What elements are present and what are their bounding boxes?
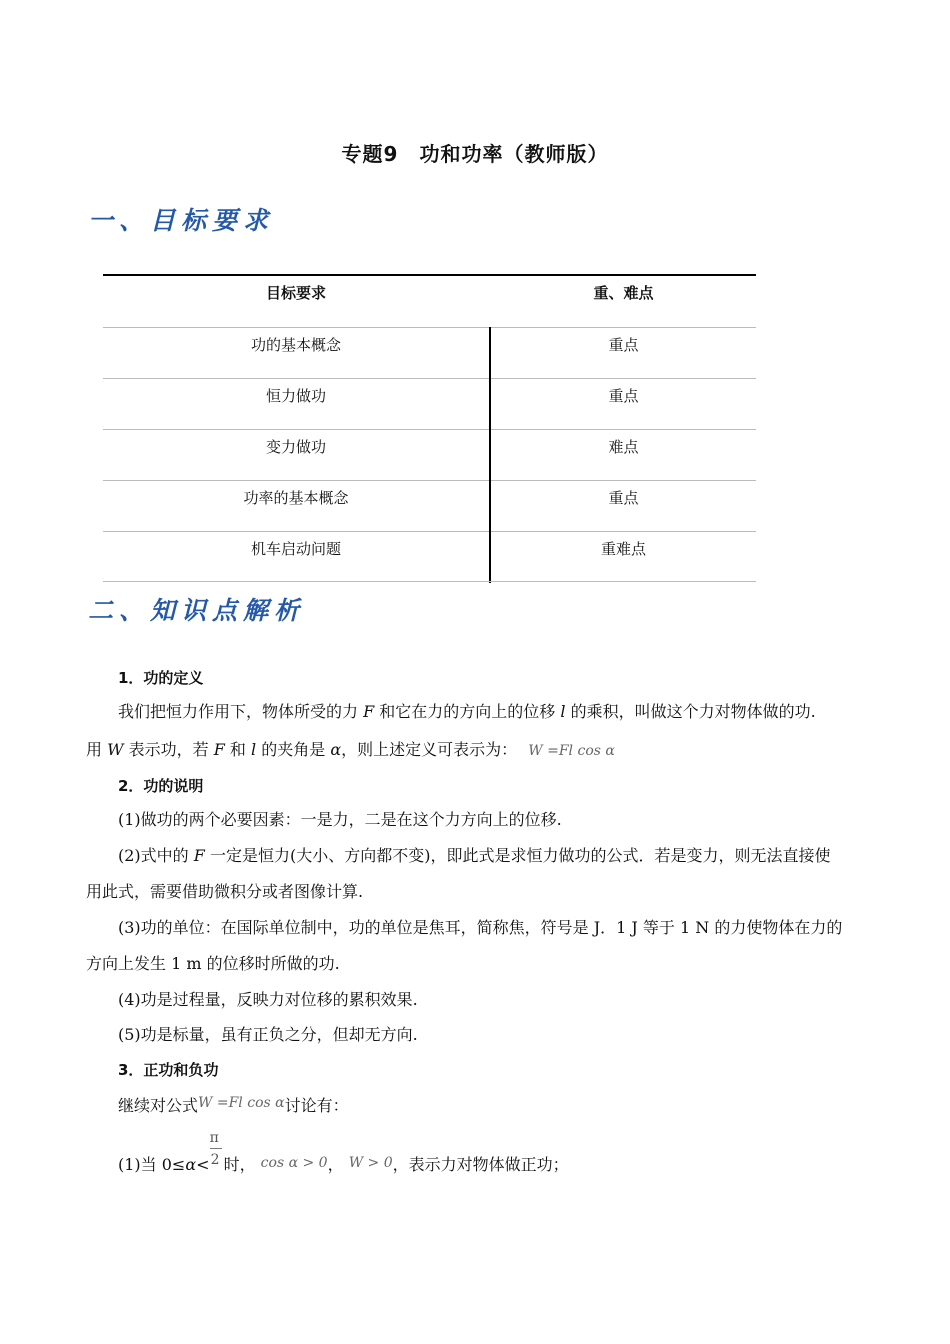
paragraph-definition-line2: 用 W 表示功，若 F 和 l 的夹角是 α，则上述定义可表示为： W =Fl cos α [86, 740, 615, 759]
heading-work-explanation: 2．功的说明 [118, 777, 204, 795]
table-cell-difficulty: 难点 [608, 438, 639, 456]
table-cell-difficulty: 重难点 [600, 540, 646, 558]
table-column-divider [489, 327, 491, 583]
paragraph-point-1: (1)做功的两个必要因素：一是力，二是在这个力方向上的位移. [118, 810, 562, 829]
paragraph-point-4: (4)功是过程量，反映力对位移的累积效果. [118, 990, 418, 1009]
table-cell-goal: 恒力做功 [265, 387, 326, 405]
condition-cos-positive: cos α > 0 [260, 1155, 328, 1171]
heading-work-definition: 1．功的定义 [118, 669, 204, 687]
table-cell-difficulty: 重点 [608, 387, 639, 405]
paragraph-case-1: (1)当 0≤α< $\frac{\pi}{2}$ 时， cos α > 0， W > 0，表示力对物体做正功； [118, 1130, 569, 1174]
paragraph-point-5: (5)功是标量，虽有正负之分，但却无方向. [118, 1025, 418, 1044]
table-bottom-rule [103, 581, 756, 582]
table-cell-difficulty: 重点 [608, 336, 639, 354]
table-row [103, 327, 756, 379]
table-header-difficulty: 重、难点 [593, 284, 654, 302]
table-top-rule [103, 274, 756, 276]
table-row [103, 531, 756, 583]
section-heading-knowledge: 二、知识点解析 [88, 596, 306, 625]
formula-work-inline: W =Fl cos α [198, 1095, 285, 1111]
condition-work-positive: W > 0 [348, 1155, 393, 1171]
table-cell-goal: 变力做功 [265, 438, 326, 456]
table-row [103, 378, 756, 430]
formula-work: W =Fl cos α [528, 743, 615, 759]
table-header-goal: 目标要求 [265, 284, 326, 302]
heading-positive-negative-work: 3．正功和负功 [118, 1061, 219, 1079]
table-cell-goal: 功率的基本概念 [243, 489, 349, 507]
table-cell-goal: 机车启动问题 [250, 540, 341, 558]
table-cell-difficulty: 重点 [608, 489, 639, 507]
table-row [103, 480, 756, 532]
section-heading-goals: 一、目标要求 [88, 206, 275, 235]
paragraph-definition-line1: 我们把恒力作用下，物体所受的力 F 和它在力的方向上的位移 l 的乘积，叫做这个力对物体做的功. [118, 702, 816, 721]
fraction-pi-over-2: $\frac{\pi}{2}$ [210, 1155, 224, 1175]
paragraph-point-3-line1: (3)功的单位：在国际单位制中，功的单位是焦耳，简称焦，符号是 J．1 J 等于 1 N 的力使物体在力的 [118, 918, 843, 937]
table-cell-goal: 功的基本概念 [250, 336, 341, 354]
table-row [103, 429, 756, 481]
page-title: 专题9 功和功率（教师版） [341, 142, 609, 166]
paragraph-formula-discussion: 继续对公式W =Fl cos α讨论有： [118, 1095, 349, 1115]
paragraph-point-2-line1: (2)式中的 F 一定是恒力(大小、方向都不变)，即此式是求恒力做功的公式．若是变力，则无法直接使 [118, 846, 831, 865]
paragraph-point-3-line2: 方向上发生 1 m 的位移时所做的功. [86, 954, 340, 973]
paragraph-point-2-line2: 用此式，需要借助微积分或者图像计算. [86, 882, 364, 901]
